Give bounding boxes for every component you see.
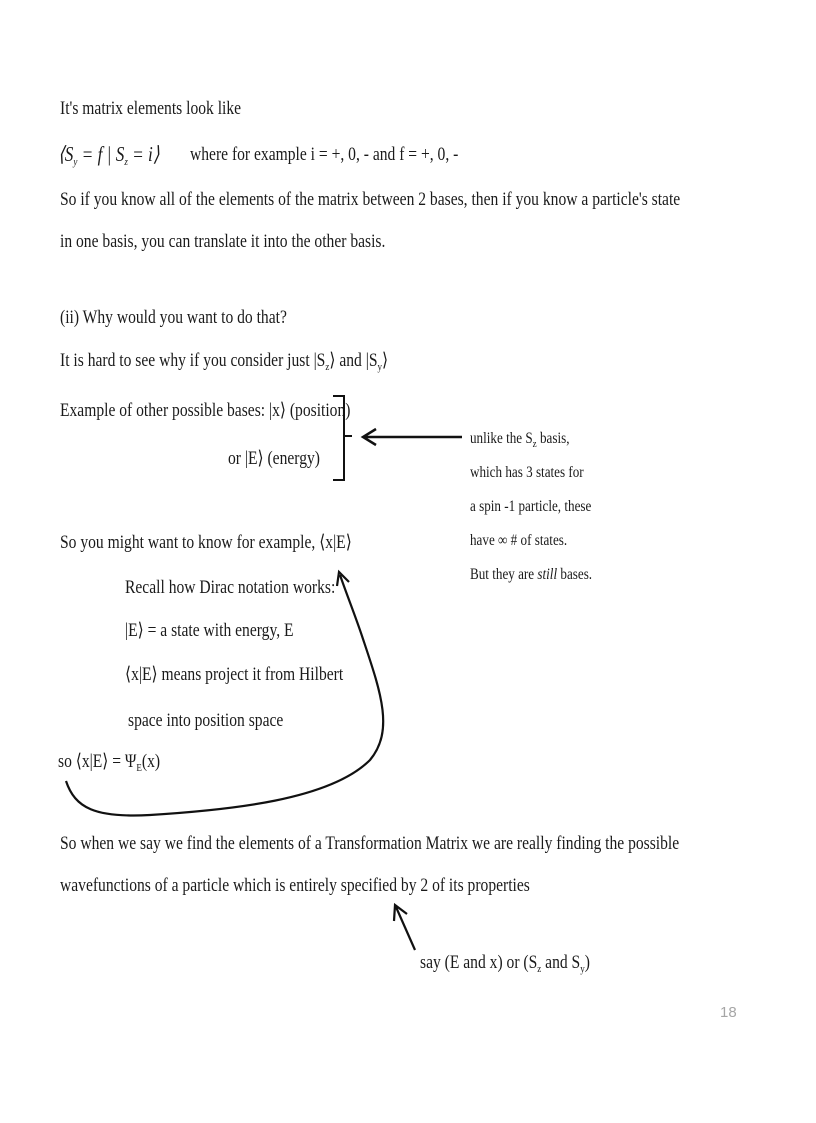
conclusion-line-2: wavefunctions of a particle which is entirely specified by 2 of its properties [60,875,530,896]
projection-line-2: space into position space [128,710,284,731]
conclusion-line-1: So when we say we find the elements of a Transformation Matrix we are really finding the possible [60,833,680,854]
note-line-1: unlike the $S_z$ basis, [470,430,570,450]
loop-arrow [66,575,383,816]
intro-line: It's matrix elements look like [60,98,242,119]
question-heading: (ii) Why would you want to do that? [60,307,287,328]
position-basis-line: Example of other possible bases: |x⟩ (position) [60,400,351,421]
properties-annotation: say (E and x) or ($S_z$ and $S_y$) [420,952,590,975]
bases-brace [333,396,352,480]
wavefunction-equation: so ⟨x|E⟩ = $\Psi_E(x)$ [58,751,161,774]
dirac-recall-line: Recall how Dirac notation works: [125,577,336,598]
properties-arrow [394,905,415,950]
energy-basis-line: or |E⟩ (energy) [228,448,320,469]
ket-definition-line: |E⟩ = a state with energy, E [125,620,294,641]
note-line-5: But they are still bases. [470,566,593,583]
note-line-2: which has 3 states for [470,464,584,481]
note-line-4: have ∞ # of states. [470,532,568,549]
note-line-3: a spin -1 particle, these [470,498,592,515]
matrix-element-formula: $⟨S_y = f$ | $S_z$ = i⟩ [58,142,160,168]
example-values: where for example i = +, 0, - and f = +, 0, - [190,144,459,165]
example-line: So you might want to know for example, ⟨x|E⟩ [60,532,352,553]
projection-line-1: ⟨x|E⟩ means project it from Hilbert [125,664,344,685]
paragraph-line-1: So if you know all of the elements of the matrix between 2 bases, then if you know a particle's state [60,189,681,210]
note-arrow [363,429,462,445]
page-number: 18 [720,1004,737,1021]
basis-comparison-line: It is hard to see why if you consider just $|S_z⟩$ and $|S_y⟩$ [60,350,389,373]
paragraph-line-2: in one basis, you can translate it into the other basis. [60,231,386,252]
